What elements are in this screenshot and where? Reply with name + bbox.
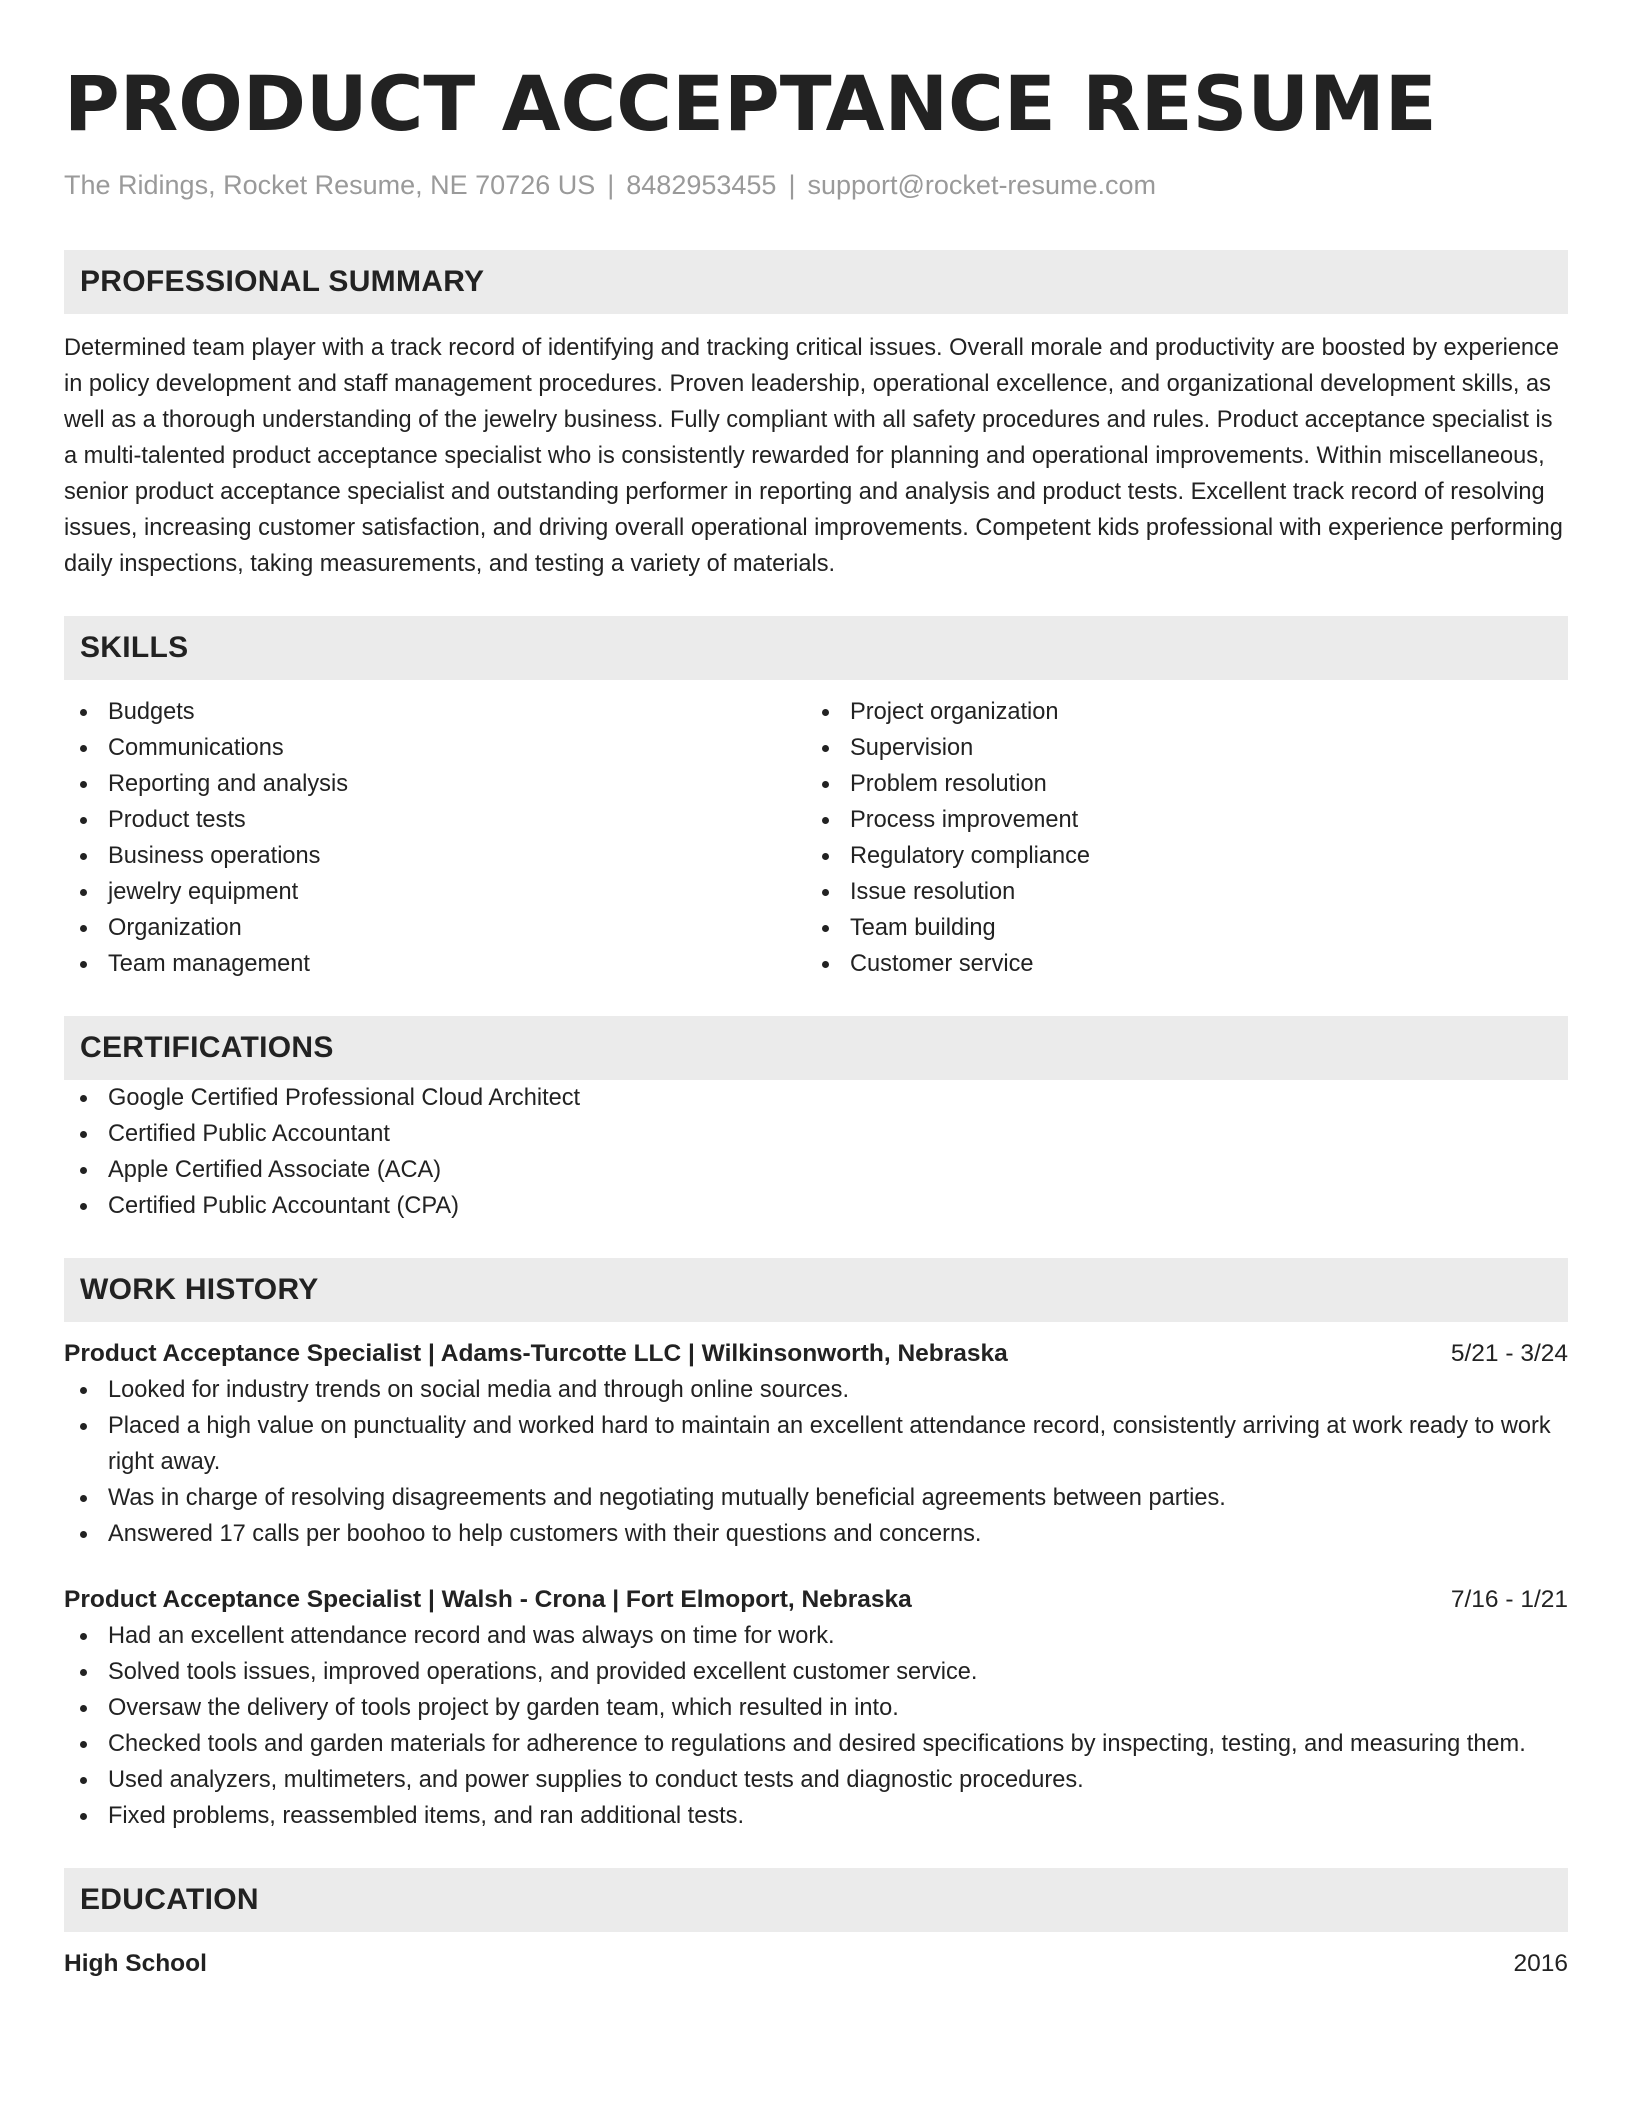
job-duty: Fixed problems, reassembled items, and ran additional tests. [64,1798,1568,1834]
job-entry [64,1336,1568,1552]
job-duty: Answered 17 calls per boohoo to help customers with their questions and concerns. [64,1516,1568,1552]
certification-item: Certified Public Accountant [64,1116,1568,1152]
summary-text: Determined team player with a track record of identifying and tracking critical issues. Overall morale and productivity are boosted by experience in policy development and staff management procedures. Proven leadership, operational excellence, and organizational development skills, as well as a thorough understanding of the jewelry business. Fully compliant with all safety procedures and rules. Product acceptance specialist is a multi-talented product acceptance specialist who is consistently rewarded for planning and operational improvements. Within miscellaneous, senior product acceptance specialist and outstanding performer in reporting and analysis and product tests. Excellent track record of resolving issues, increasing customer satisfaction, and driving overall operational improvements. Competent kids professional with experience performing daily inspections, taking measurements, and testing a variety of materials. [64,335,1563,577]
summary-section-header [64,250,1568,314]
skills-column-right [806,694,1548,982]
resume-title: PRODUCT ACCEPTANCE RESUME [64,59,1437,148]
job-duty: Oversaw the delivery of tools project by garden team, which resulted in into. [64,1690,1568,1726]
skill-item: Customer service [806,946,1548,982]
skill-item: Problem resolution [806,766,1548,802]
contact-line [64,168,1568,202]
skills-column-left [64,694,806,982]
skill-item: Issue resolution [806,874,1548,910]
skill-item: Communications [64,730,806,766]
skills-list [64,694,1568,982]
certification-item: Google Certified Professional Cloud Architect [64,1080,1568,1116]
job-duty: Solved tools issues, improved operations, and provided excellent customer service. [64,1654,1568,1690]
certifications-heading: CERTIFICATIONS [80,1031,334,1064]
skill-item: Process improvement [806,802,1548,838]
certifications-section-header [64,1016,1568,1080]
job-duty: Checked tools and garden materials for adherence to regulations and desired specifications by inspecting, testing, and measuring them. [64,1726,1568,1762]
job-duties-list [64,1372,1568,1552]
skill-item: jewelry equipment [64,874,806,910]
skills-section-header [64,616,1568,680]
skill-item: Regulatory compliance [806,838,1548,874]
job-duty: Was in charge of resolving disagreements and negotiating mutually beneficial agreements between parties. [64,1480,1568,1516]
resume-page [64,58,1568,1982]
work-history-heading: WORK HISTORY [80,1273,319,1306]
education-heading: EDUCATION [80,1883,259,1916]
job-title: Product Acceptance Specialist | Adams-Turcotte LLC | Wilkinsonworth, Nebraska [64,1340,1008,1367]
skill-item: Business operations [64,838,806,874]
job-dates: 5/21 - 3/24 [1450,1340,1568,1367]
job-duty: Placed a high value on punctuality and worked hard to maintain an excellent attendance record, consistently arriving at work ready to work right away. [64,1408,1568,1480]
skill-item: Organization [64,910,806,946]
job-duty: Had an excellent attendance record and was always on time for work. [64,1618,1568,1654]
job-duty: Looked for industry trends on social media and through online sources. [64,1372,1568,1408]
skill-item: Budgets [64,694,806,730]
summary-heading: PROFESSIONAL SUMMARY [80,265,485,298]
job-duties-list [64,1618,1568,1834]
education-title: High School [64,1950,207,1977]
certifications-list [64,1080,1568,1224]
certification-item: Apple Certified Associate (ACA) [64,1152,1568,1188]
skill-item: Team management [64,946,806,982]
education-entry [64,1946,1568,1982]
contact-separator: | [607,170,615,200]
skills-heading: SKILLS [80,631,189,664]
contact-separator: | [788,170,796,200]
education-year: 2016 [1513,1950,1568,1977]
job-title: Product Acceptance Specialist | Walsh - Crona | Fort Elmoport, Nebraska [64,1586,912,1613]
job-header [64,1582,1568,1618]
skill-item: Product tests [64,802,806,838]
job-duty: Used analyzers, multimeters, and power supplies to conduct tests and diagnostic procedures. [64,1762,1568,1798]
contact-phone: 8482953455 [626,170,777,200]
job-entry [64,1582,1568,1834]
job-header [64,1336,1568,1372]
skill-item: Project organization [806,694,1548,730]
job-dates: 7/16 - 1/21 [1450,1586,1568,1613]
skill-item: Reporting and analysis [64,766,806,802]
contact-email: support@rocket-resume.com [807,170,1156,200]
skill-item: Team building [806,910,1548,946]
work-history-section-header [64,1258,1568,1322]
certification-item: Certified Public Accountant (CPA) [64,1188,1568,1224]
contact-address: The Ridings, Rocket Resume, NE 70726 US [64,170,596,200]
skill-item: Supervision [806,730,1548,766]
education-section-header [64,1868,1568,1932]
